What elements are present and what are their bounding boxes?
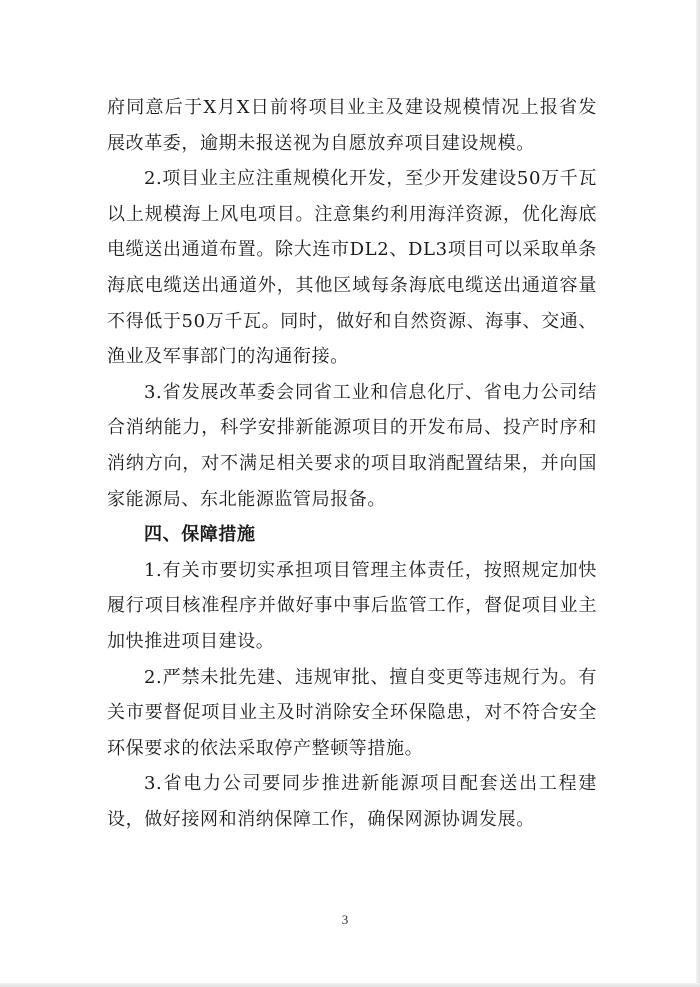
paragraph-item-2-scale-development: 2.项目业主应注重规模化开发，至少开发建设50万千瓦以上规模海上风电项目。注意集约利用海洋资源，优化海底电缆送出通道布置。除大连市DL2、DL3项目可以采取单条海底电缆送出通道外，其他区域每条海底电缆送出通道容量不得低于50万千瓦。同时，做好和自然资源、海事、交通、渔业及军事部门的沟通衔接。 <box>107 168 597 368</box>
document-body <box>107 90 597 837</box>
paragraph-continuation: 府同意后于X月X日前将项目业主及建设规模情况上报省发展改革委，逾期未报送视为自愿放弃项目建设规模。 <box>107 97 597 154</box>
page-edge-shadow-right <box>696 0 700 987</box>
paragraph-item-3-consumption-capacity: 3.省发展改革委会同省工业和信息化厅、省电力公司结合消纳能力，科学安排新能源项目的开发布局、投产时序和消纳方向，对不满足相关要求的项目取消配置结果，并向国家能源局、东北能源监管局报备。 <box>107 381 597 510</box>
paragraph-safeguard-1: 1.有关市要切实承担项目管理主体责任，按照规定加快履行项目核准程序并做好事中事后监管工作，督促项目业主加快推进项目建设。 <box>107 559 597 652</box>
page-number: 3 <box>341 912 349 927</box>
paragraph-safeguard-2: 2.严禁未批先建、违规审批、擅自变更等违规行为。有关市要督促项目业主及时消除安全环保隐患，对不符合安全环保要求的依法采取停产整顿等措施。 <box>107 666 597 759</box>
page-edge-shadow-bottom <box>0 983 700 987</box>
paragraph-safeguard-3: 3.省电力公司要同步推进新能源项目配套送出工程建设，做好接网和消纳保障工作，确保网源协调发展。 <box>107 773 597 830</box>
section-heading-safeguards: 四、保障措施 <box>144 524 256 546</box>
